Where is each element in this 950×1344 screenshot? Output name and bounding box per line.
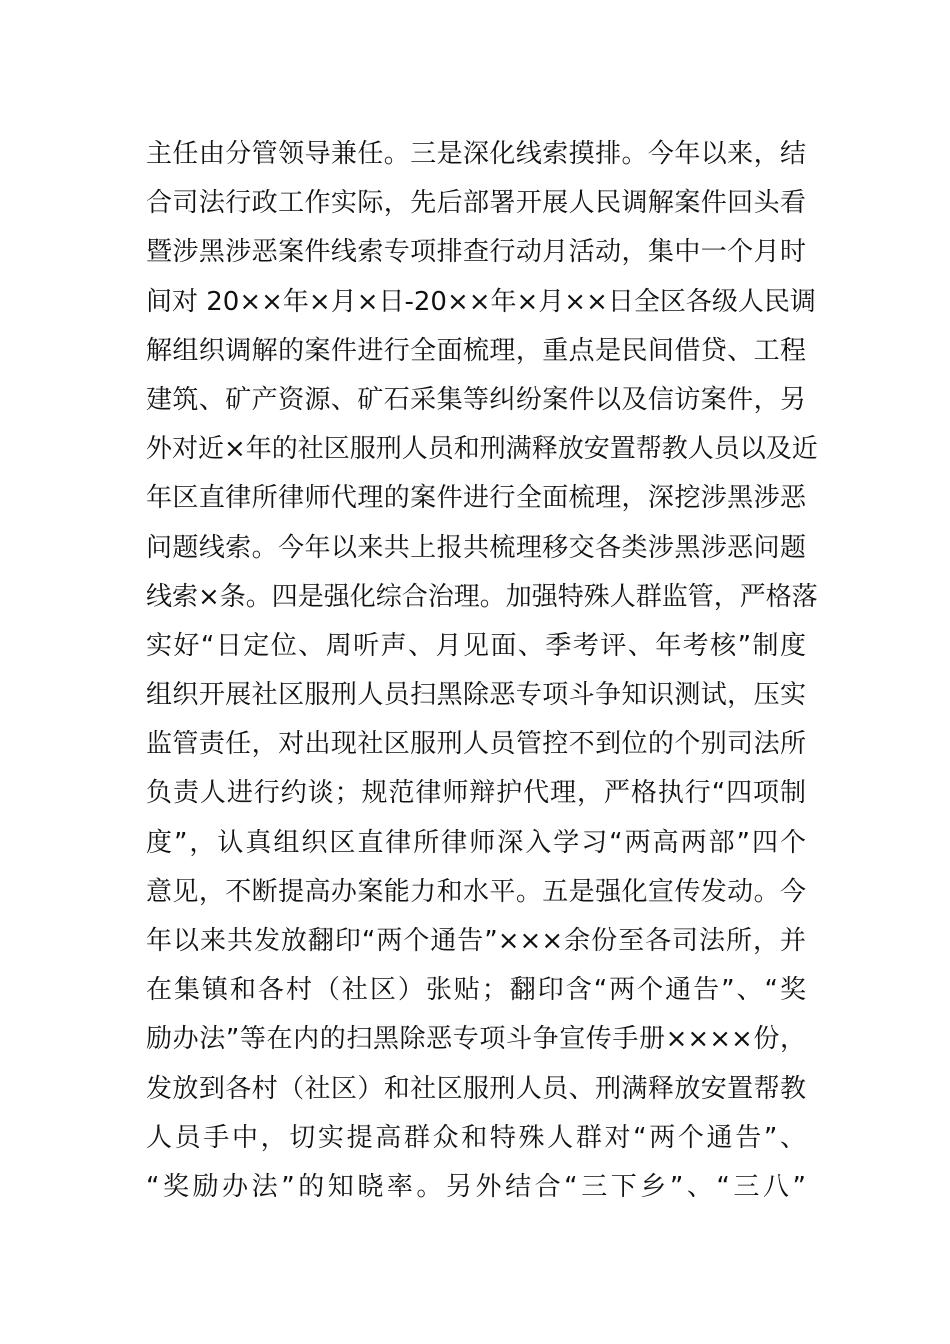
text-line: 解组织调解的案件进行全面梳理，重点是民间借贷、工程	[146, 335, 806, 366]
text-line: 合司法行政工作实际，先后部署开展人民调解案件回头看	[146, 188, 806, 219]
text-line: 间对 20××年×月×日-20××年×月××日全区各级人民调	[146, 286, 816, 317]
text-line: 实好“日定位、周听声、月见面、季考评、年考核”制度	[146, 630, 806, 661]
text-line: 负责人进行约谈；规范律师辩护代理，严格执行“四项制	[146, 778, 806, 809]
text-line: 建筑、矿产资源、矿石采集等纠纷案件以及信访案件，另	[146, 384, 806, 415]
text-line: 暨涉黑涉恶案件线索专项排查行动月活动，集中一个月时	[146, 237, 806, 268]
text-line: 在集镇和各村（社区）张贴；翻印含“两个通告”、“奖	[146, 975, 806, 1006]
text-line: 度”，认真组织区直律所律师深入学习“两高两部”四个	[146, 827, 806, 858]
text-line: 问题线索。今年以来共上报共梳理移交各类涉黑涉恶问题	[146, 532, 806, 563]
text-line: 年以来共发放翻印“两个通告”×××余份至各司法所，并	[146, 926, 806, 956]
body-paragraph	[146, 130, 818, 1212]
text-line: 人员手中，切实提高群众和特殊人群对“两个通告”、	[146, 1122, 806, 1153]
text-line: 主任由分管领导兼任。三是深化线索摸排。今年以来，结	[146, 139, 806, 169]
text-line: “奖励办法”的知晓率。另外结合“三下乡”、“三八”	[146, 1171, 806, 1202]
text-line: 励办法”等在内的扫黑除恶专项斗争宣传手册××××份，	[146, 1024, 806, 1055]
text-line: 线索×条。四是强化综合治理。加强特殊人群监管，严格落	[146, 581, 818, 612]
text-line: 监管责任，对出现社区服刑人员管控不到位的个别司法所	[146, 729, 806, 760]
text-line: 组织开展社区服刑人员扫黑除恶专项斗争知识测试，压实	[146, 680, 806, 711]
text-line: 意见，不断提高办案能力和水平。五是强化宣传发动。今	[146, 876, 806, 907]
text-line: 发放到各村（社区）和社区服刑人员、刑满释放安置帮教	[146, 1073, 806, 1104]
text-line: 外对近×年的社区服刑人员和刑满释放安置帮教人员以及近	[146, 434, 818, 465]
text-line: 年区直律所律师代理的案件进行全面梳理，深挖涉黑涉恶	[146, 483, 806, 514]
